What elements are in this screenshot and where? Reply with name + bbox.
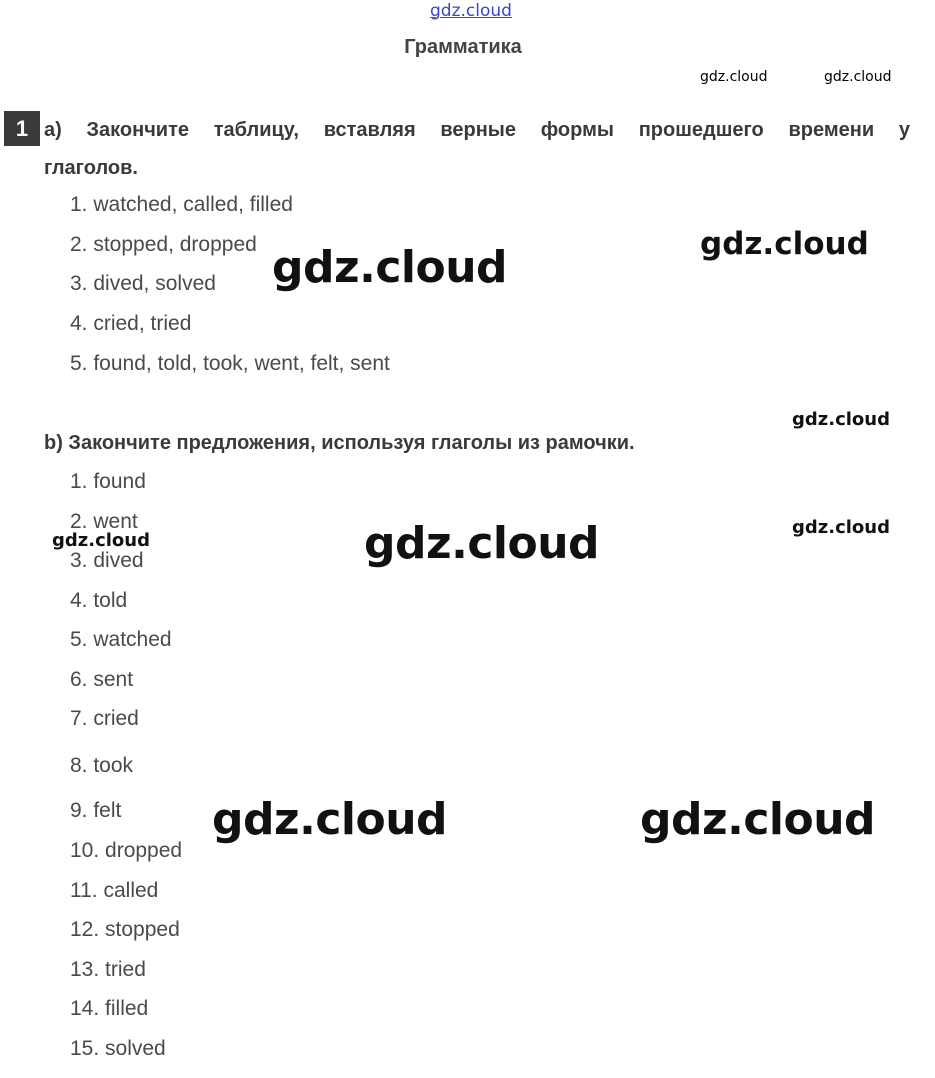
part-b-answer: 6. sent — [70, 668, 134, 691]
part-a-answer: 1. watched, called, filled — [70, 193, 293, 216]
watermark: gdz.cloud — [272, 242, 508, 293]
watermark: gdz.cloud — [364, 518, 600, 569]
part-b-answer: 3. dived — [70, 549, 144, 572]
part-b-answer: 1. found — [70, 470, 146, 493]
part-b-answer: 10. dropped — [70, 839, 183, 862]
part-a-answer: 4. cried, tried — [70, 312, 192, 335]
part-b-answer: 14. filled — [70, 997, 149, 1020]
page-title: Грамматика — [404, 36, 522, 58]
watermark: gdz.cloud — [212, 794, 448, 845]
watermark: gdz.cloud — [824, 69, 892, 85]
part-a-answer: 5. found, told, took, went, felt, sent — [70, 352, 390, 375]
watermark: gdz.cloud — [640, 794, 876, 845]
part-a-instruction: a) Закончите таблицу, вставляя верные формы прошедшего времени у — [44, 119, 910, 141]
part-b-instruction: b) Закончите предложения, используя глаголы из рамочки. — [44, 432, 635, 454]
watermark: gdz.cloud — [700, 226, 869, 262]
exercise-number-badge: 1 — [4, 111, 40, 146]
top-watermark: gdz.cloud — [430, 1, 512, 21]
watermark: gdz.cloud — [700, 69, 768, 85]
part-a-answer: 3. dived, solved — [70, 272, 216, 295]
watermark: gdz.cloud — [52, 530, 150, 551]
part-b-answer: 5. watched — [70, 628, 172, 651]
part-a-instruction-continued: глаголов. — [44, 157, 138, 179]
watermark: gdz.cloud — [792, 409, 890, 430]
watermark: gdz.cloud — [792, 517, 890, 538]
part-b-answer: 9. felt — [70, 799, 122, 822]
part-b-answer: 13. tried — [70, 958, 146, 981]
part-b-answer: 7. cried — [70, 707, 139, 730]
part-b-answer: 12. stopped — [70, 918, 180, 941]
part-b-answer: 2. went — [70, 510, 138, 533]
part-b-answer: 15. solved — [70, 1037, 166, 1060]
part-b-answer: 11. called — [70, 879, 159, 902]
part-b-answer: 8. took — [70, 754, 134, 777]
part-a-answer: 2. stopped, dropped — [70, 233, 257, 256]
part-b-answer: 4. told — [70, 589, 128, 612]
